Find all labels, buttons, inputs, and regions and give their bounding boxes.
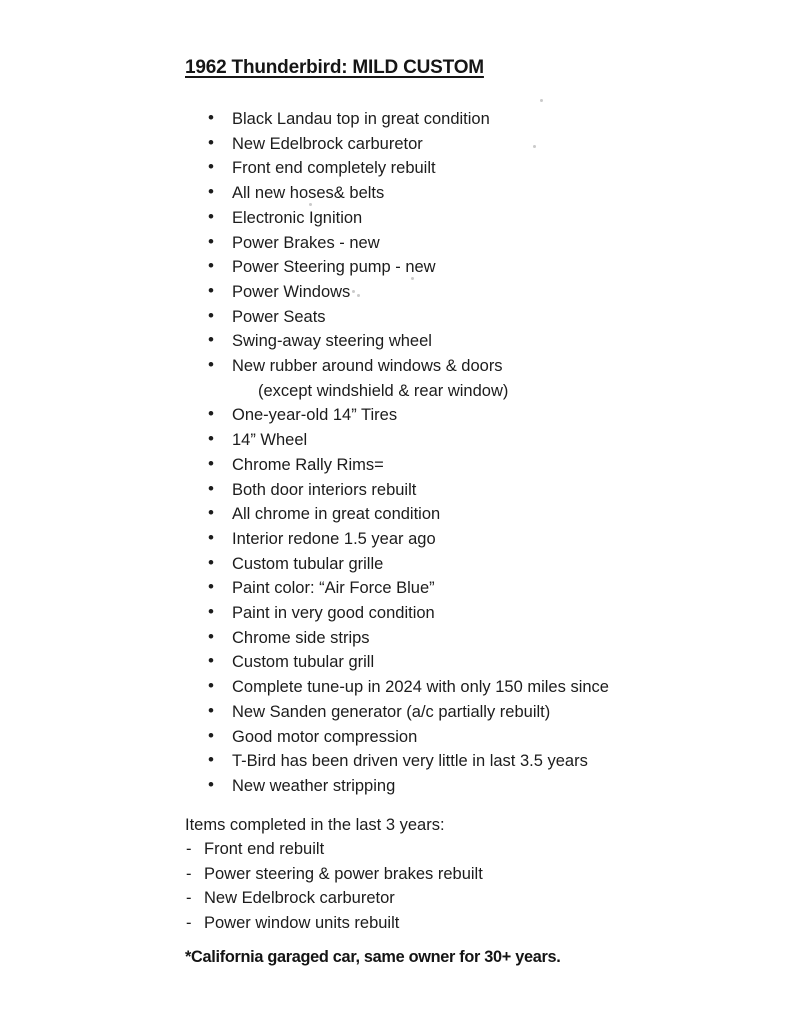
list-item bbox=[185, 181, 761, 206]
dash-icon: - bbox=[186, 840, 192, 859]
bullet-icon: • bbox=[208, 725, 214, 745]
scan-speck bbox=[540, 99, 543, 102]
list-item-text: New Edelbrock carburetor bbox=[232, 134, 423, 153]
list-item-text: New Sanden generator (a/c partially rebuilt) bbox=[232, 702, 551, 721]
dash-icon: - bbox=[186, 864, 192, 883]
list-item bbox=[185, 453, 761, 478]
list-item-text: All new hoses& belts bbox=[232, 184, 385, 203]
list-item-text: Power Brakes - new bbox=[232, 233, 380, 252]
scan-speck bbox=[411, 277, 414, 280]
list-item bbox=[185, 206, 761, 231]
bullet-icon: • bbox=[208, 206, 214, 226]
bullet-icon: • bbox=[208, 256, 214, 276]
list-item bbox=[185, 576, 761, 601]
bullet-icon: • bbox=[208, 478, 214, 498]
bullet-icon: • bbox=[208, 700, 214, 720]
list-item bbox=[185, 886, 761, 910]
list-item-text: One-year-old 14” Tires bbox=[232, 406, 398, 425]
list-item bbox=[185, 156, 761, 181]
list-item bbox=[185, 911, 761, 935]
list-item-text: New rubber around windows & doors bbox=[232, 357, 503, 376]
list-item bbox=[185, 132, 761, 157]
completed-items-list bbox=[185, 837, 761, 935]
bullet-icon: • bbox=[208, 429, 214, 449]
list-item-text: New weather stripping bbox=[232, 776, 396, 795]
scan-speck bbox=[309, 203, 312, 206]
list-item-text: Custom tubular grill bbox=[232, 653, 375, 672]
scan-speck bbox=[533, 145, 536, 148]
list-item bbox=[185, 650, 761, 675]
bullet-icon: • bbox=[208, 503, 214, 523]
list-item bbox=[185, 305, 761, 330]
list-item-text: Interior redone 1.5 year ago bbox=[232, 529, 436, 548]
feature-bullet-list bbox=[185, 107, 761, 799]
list-item-text: Black Landau top in great condition bbox=[232, 110, 490, 128]
list-item-subtext: (except windshield & rear window) bbox=[258, 381, 509, 400]
list-item-text: Paint color: “Air Force Blue” bbox=[232, 579, 435, 598]
list-item-text: Power Windows bbox=[232, 282, 351, 301]
bullet-icon: • bbox=[208, 626, 214, 646]
bullet-icon: • bbox=[208, 527, 214, 547]
list-item bbox=[185, 478, 761, 503]
footer-note: *California garaged car, same owner for 30+ years. bbox=[185, 948, 561, 967]
document-content bbox=[185, 57, 761, 969]
bullet-icon: • bbox=[208, 157, 214, 177]
bullet-icon: • bbox=[208, 280, 214, 300]
list-item bbox=[185, 601, 761, 626]
dash-icon: - bbox=[186, 889, 192, 908]
list-item bbox=[185, 725, 761, 750]
bullet-icon: • bbox=[208, 305, 214, 325]
page-title: 1962 Thunderbird: MILD CUSTOM bbox=[185, 57, 484, 78]
list-item-text: Chrome Rally Rims= bbox=[232, 455, 384, 474]
bullet-icon: • bbox=[208, 404, 214, 424]
list-item-text: Chrome side strips bbox=[232, 628, 370, 647]
list-item-text: Paint in very good condition bbox=[232, 604, 435, 623]
list-item bbox=[185, 107, 761, 132]
completed-section-heading: Items completed in the last 3 years: bbox=[185, 815, 445, 834]
bullet-icon: • bbox=[208, 132, 214, 152]
list-item bbox=[185, 428, 761, 453]
list-item-text: Swing-away steering wheel bbox=[232, 332, 432, 351]
list-item-text: Power steering & power brakes rebuilt bbox=[204, 864, 483, 883]
scan-speck bbox=[352, 290, 355, 293]
list-item bbox=[185, 502, 761, 527]
list-item-text: T-Bird has been driven very little in last 3.5 years bbox=[232, 752, 588, 771]
list-item bbox=[185, 675, 761, 700]
list-item bbox=[185, 552, 761, 577]
list-item-text: Both door interiors rebuilt bbox=[232, 480, 417, 499]
list-item bbox=[185, 749, 761, 774]
list-item bbox=[185, 280, 761, 305]
bullet-icon: • bbox=[208, 453, 214, 473]
list-item bbox=[185, 403, 761, 428]
list-item bbox=[185, 231, 761, 256]
list-item-text: All chrome in great condition bbox=[232, 505, 441, 524]
bullet-icon: • bbox=[208, 774, 214, 794]
bullet-icon: • bbox=[208, 330, 214, 350]
list-item bbox=[185, 255, 761, 280]
bullet-icon: • bbox=[208, 231, 214, 251]
bullet-icon: • bbox=[208, 750, 214, 770]
bullet-icon: • bbox=[208, 355, 214, 375]
list-item bbox=[185, 329, 761, 354]
list-item-text: Power window units rebuilt bbox=[204, 913, 400, 932]
bullet-icon: • bbox=[208, 651, 214, 671]
list-item-text: Good motor compression bbox=[232, 727, 418, 746]
list-item-text: Complete tune-up in 2024 with only 150 miles since bbox=[232, 678, 609, 697]
list-item bbox=[185, 862, 761, 886]
list-item bbox=[185, 527, 761, 552]
list-item bbox=[185, 837, 761, 861]
list-item bbox=[185, 700, 761, 725]
bullet-icon: • bbox=[208, 108, 214, 127]
bullet-icon: • bbox=[208, 676, 214, 696]
list-item bbox=[185, 626, 761, 651]
bullet-icon: • bbox=[208, 602, 214, 622]
list-item-text: New Edelbrock carburetor bbox=[204, 889, 395, 908]
bullet-icon: • bbox=[208, 182, 214, 202]
list-item-text: Front end rebuilt bbox=[204, 840, 325, 859]
list-item-text: Custom tubular grille bbox=[232, 554, 384, 573]
dash-icon: - bbox=[186, 913, 192, 932]
list-item-text: Front end completely rebuilt bbox=[232, 159, 436, 178]
list-item bbox=[185, 354, 761, 403]
bullet-icon: • bbox=[208, 577, 214, 597]
list-item-text: Power Steering pump - new bbox=[232, 258, 436, 277]
list-item bbox=[185, 774, 761, 799]
bullet-icon: • bbox=[208, 552, 214, 572]
scan-speck bbox=[357, 294, 360, 297]
list-item-text: 14” Wheel bbox=[232, 431, 308, 450]
list-item-text: Electronic Ignition bbox=[232, 208, 363, 227]
list-item-text: Power Seats bbox=[232, 307, 326, 326]
